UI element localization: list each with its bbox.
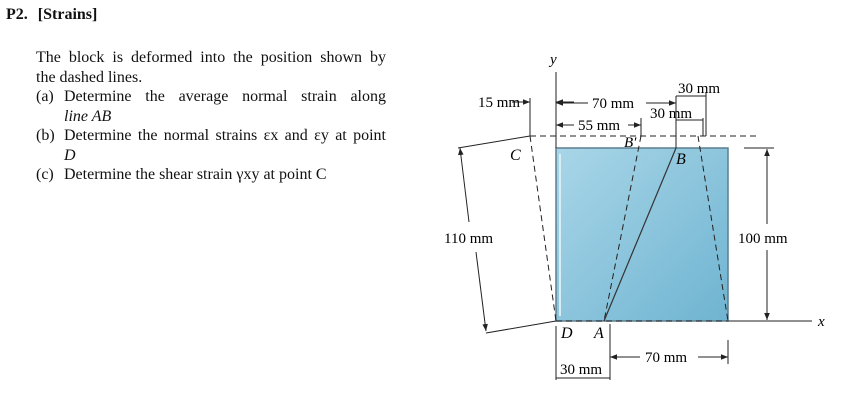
dim-70-bottom-label: 70 mm bbox=[645, 350, 688, 366]
question-a-line1: Determine the average normal strain along bbox=[64, 88, 386, 105]
problem-topic: [Strains] bbox=[37, 6, 98, 23]
point-b-label: B bbox=[676, 151, 686, 168]
problem-number: P2. bbox=[6, 6, 28, 23]
intro-line-2: the dashed lines. bbox=[36, 68, 143, 86]
dim-110-arrow-down bbox=[476, 252, 486, 331]
question-c-line1: Determine the shear strain γxy at point C bbox=[64, 166, 327, 183]
point-a-label: A bbox=[594, 325, 604, 342]
dim-110-ext-bottom bbox=[486, 321, 556, 333]
question-b-line2: D bbox=[64, 146, 76, 164]
dim-30-bottom-label: 30 mm bbox=[560, 362, 603, 378]
dim-30-mid-label: 30 mm bbox=[650, 106, 693, 122]
dim-70-top-label: 70 mm bbox=[592, 96, 635, 112]
question-c-label: (c) bbox=[36, 166, 54, 183]
intro-line-1: The block is deformed into the position shown by bbox=[36, 49, 386, 66]
question-a-label: (a) bbox=[36, 88, 54, 105]
question-a-line2: line AB bbox=[64, 107, 112, 125]
point-b-prime-label: B′ bbox=[624, 135, 637, 151]
question-b-label: (b) bbox=[36, 127, 55, 144]
dim-30-top-label: 30 mm bbox=[678, 81, 721, 97]
y-axis-label: y bbox=[550, 52, 557, 68]
dim-100-label: 100 mm bbox=[738, 231, 788, 247]
x-axis-label: x bbox=[818, 314, 825, 330]
dim-15-label: 15 mm bbox=[478, 95, 521, 111]
dim-110-arrow-up bbox=[460, 148, 469, 222]
dim-55-label: 55 mm bbox=[578, 118, 621, 134]
point-d-label: D bbox=[561, 325, 573, 342]
question-b-line1: Determine the normal strains εx and εy at point bbox=[64, 127, 386, 144]
point-c-label: C bbox=[510, 147, 521, 164]
dim-110-label: 110 mm bbox=[444, 231, 494, 247]
block bbox=[556, 148, 728, 321]
